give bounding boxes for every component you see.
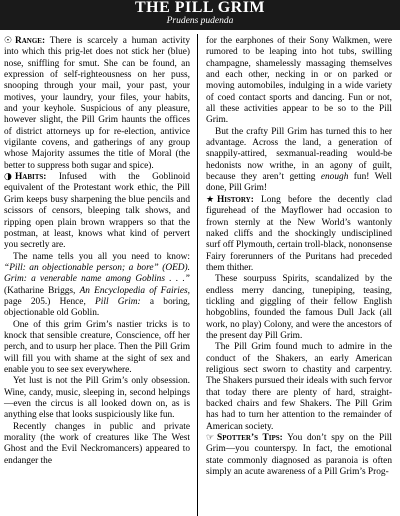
history-paragraph xyxy=(206,195,392,274)
earphones-paragraph: for the earphones of their Sony Walkmen, were rumored to be leaping into hot tubs, swilling champagne, shamelessly massaging themselves and each other, necking in or on parked or moving automobiles, indulging in a wide variety of coed contact sports and dancing. Fun or not, all these activities appear to be so to the Pill Grim. xyxy=(206,36,392,126)
star-icon: ★ xyxy=(206,194,215,205)
half-moon-icon: ◑ xyxy=(4,172,12,183)
book-title: An Encyclopedia of Fairies, xyxy=(79,285,190,296)
habits-heading: Habits: xyxy=(15,172,47,183)
tips-paragraph xyxy=(206,433,392,478)
name-paragraph xyxy=(4,252,190,320)
right-column xyxy=(206,36,392,478)
tips-text: You don’t spy on the Pill Grim—you counterspy. In fact, the emotional state commonly diagnosed as paranoia is often simply an acute awareness of a Pill Grim’s Prog- xyxy=(206,433,392,478)
history-heading: History: xyxy=(217,194,254,205)
column-divider xyxy=(197,34,198,516)
pill-definition: “Pill: an objectionable person; a bore” (OED). Grim: a venerable name among Goblins . . .” xyxy=(4,262,190,285)
pointing-hand-icon: ☞ xyxy=(206,433,215,444)
page-title: THE PILL GRIM xyxy=(134,0,266,16)
habits-text: Infused with the Goblinoid equivalent of the Protestant work ethic, the Pill Grim keeps busy sharpening the blue pencils and scissors of censors, bleeping talk shows, and ripping open plain brown wrappers so that the postman, at least, knows what kind of pervert you secretly are. xyxy=(4,172,190,251)
page-subtitle: Prudens pudenda xyxy=(166,16,234,26)
history-text: Long before the decently clad figurehead of the Mayflower had occasion to frown sternly at the New World’s wantonly naked cliffs and the shockingly undisciplined surf off Plymouth, certain troll-black, nononsense Fairy forerunners of the Puritans had preceded them thither. xyxy=(206,194,392,273)
habits-paragraph xyxy=(4,172,190,251)
tips-heading: Spotter’s Tips: xyxy=(217,433,283,444)
name-text-b: (Katharine Briggs, xyxy=(4,285,80,296)
changes-paragraph: Recently changes in public and private morality (the work of creatures like The West Ghost and the Evil Neckromancers) appeared to endanger the xyxy=(4,421,190,466)
article-body xyxy=(0,30,400,516)
sourpuss-paragraph: These sourpuss Spirits, scandalized by the endless merry dancing, tunepiping, teasing, tickling and giggling of their fellow English hobgoblins, founded the famous Dull Jack (all work, no play) Colony, and were the ancestors of the present day Pill Grim. xyxy=(206,274,392,341)
shakers-paragraph: The Pill Grim found much to admire in the conduct of the Shakers, an early American religious sect sworn to chastity and carpentry. The Shakers pursued their ideals with such fervor that today there are plenty of hard, straight-backed chairs and few Shakers. The Pill Grim has had to turn her attention to the remainder of American society. xyxy=(206,342,392,432)
crafty-text-a: But the crafty Pill Grim has turned this to her advantage. Across the land, a generation of snappily-attired, sexmanual-reading would-be hedonists now writhe, in an agony of guilt, because they aren’t getting xyxy=(206,126,392,183)
range-paragraph xyxy=(4,36,190,172)
name-text-a: The name tells you all you need to know: xyxy=(13,251,190,262)
crafty-text-b: fun! Well done, Pill Grim! xyxy=(206,172,392,194)
range-heading: Range: xyxy=(15,36,46,46)
page-header xyxy=(0,0,400,30)
name-text-d: a boring, objectionable old Goblin. xyxy=(4,296,191,319)
name-text-c: page 205.) Hence, xyxy=(4,296,96,307)
pill-grim-term: Pill Grim: xyxy=(95,296,141,307)
crafty-paragraph xyxy=(206,127,392,195)
tricks-paragraph: One of this grim Grim’s nastier tricks is to knock that sensible creature, Conscience, off her perch, and to usurp her place. Then the Pill Grim will fill you with shame at the sight of sex and enable you to see sex everywhere. xyxy=(4,319,190,375)
obsession-paragraph: Yet lust is not the Pill Grim’s only obsession. Wine, candy, music, sleeping in, second helpings—even the circus is all looked down on, as is anything else that looks suspiciously like fun. xyxy=(4,376,190,421)
left-column xyxy=(4,36,190,467)
enough-word: enough xyxy=(320,172,349,183)
sun-icon: ☉ xyxy=(4,36,13,46)
range-text: There is scarcely a human activity into which this prig-let does not stick her (blue) nose, sniffling for smut. She can be found, an expression of self-righteousness on her puss, snooping through your mail, your past, your motives, your laundry, your files, your habits, and your keyhole. Suspicious of any pleasure, however slight, the Pill Grim haunts the offices of district attorneys up for re-election, antivice vigilante covens, and gatherings of any group whose Majority assumes the title of Moral (the better to suppress both sugar and spice). xyxy=(4,36,190,171)
